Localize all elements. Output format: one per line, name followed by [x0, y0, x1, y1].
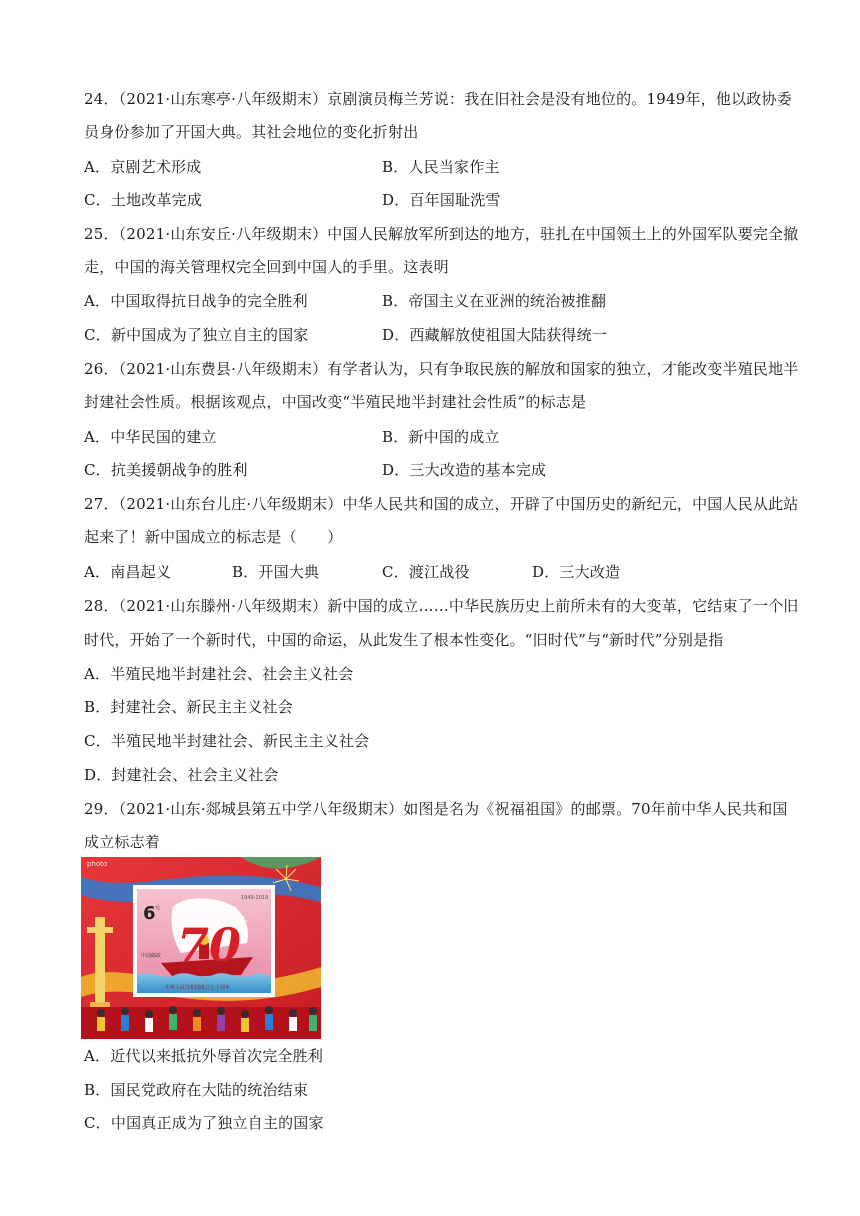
- question-24-option-a: A．京剧艺术形成: [84, 158, 202, 176]
- photo-corner-label: photo: [87, 860, 108, 868]
- question-28-option-d: D．封建社会、社会主义社会: [84, 766, 279, 784]
- stamp-image: [81, 857, 321, 1039]
- question-28-stem-line-2: 时代，开始了一个新时代，中国的命运，从此发生了根本性变化。“旧时代”与“新时代”分别是指: [84, 631, 724, 649]
- question-25-option-a: A．中国取得抗日战争的完全胜利: [84, 292, 308, 310]
- question-25-option-d: D．西藏解放使祖国大陆获得统一: [382, 326, 608, 344]
- question-24-stem-line-1: 24．（2021·山东寒亭·八年级期末）京剧演员梅兰芳说：我在旧社会是没有地位的。1949年，他以政协委: [84, 90, 792, 108]
- question-27-stem-line-2: 起来了！新中国成立的标志是（ ）: [84, 528, 343, 546]
- stamp-years: 1949-2019: [241, 895, 269, 901]
- question-28-stem-line-1: 28．（2021·山东滕州·八年级期末）新中国的成立……中华民族历史上前所未有的大变革，它结束了一个旧: [84, 597, 799, 615]
- question-26-stem-line-1: 26．（2021·山东费县·八年级期末）有学者认为，只有争取民族的解放和国家的独立，才能改变半殖民地半: [84, 360, 799, 378]
- question-27-option-a: A．南昌起义: [84, 563, 172, 581]
- question-28-option-a: A．半殖民地半封建社会、社会主义社会: [84, 665, 354, 683]
- dancers-crowd: [81, 1006, 321, 1039]
- question-26-stem-line-2: 封建社会性质。根据该观点，中国改变“半殖民地半封建社会性质”的标志是: [84, 393, 587, 411]
- question-25-stem-line-1: 25．（2021·山东安丘·八年级期末）中国人民解放军所到达的地方，驻扎在中国领土上的外国军队要完全撤: [84, 225, 799, 243]
- question-29-option-c: C．中国真正成为了独立自主的国家: [84, 1114, 324, 1132]
- question-26-option-a: A．中华民国的建立: [84, 428, 217, 446]
- question-29-option-b: B．国民党政府在大陆的统治结束: [84, 1081, 309, 1099]
- stamp-denomination-unit: 元: [155, 905, 161, 911]
- question-27-option-c: C．渡江战役: [382, 563, 470, 581]
- question-24-stem-line-2: 员身份参加了开国大典。其社会地位的变化折射出: [84, 123, 419, 141]
- question-24-option-d: D．百年国耻洗雪: [382, 191, 501, 209]
- question-25-option-b: B．帝国主义在亚洲的统治被推翻: [382, 292, 607, 310]
- question-27-option-d: D．三大改造: [532, 563, 621, 581]
- stamp-big-number: 70: [177, 918, 242, 972]
- question-26-option-b: B．新中国的成立: [382, 428, 500, 446]
- stamp-denomination: 6: [143, 903, 156, 924]
- question-28-option-b: B．封建社会、新民主主义社会: [84, 698, 293, 716]
- stamp-country: 中国邮政: [141, 953, 162, 959]
- question-26-option-c: C．抗美援朝战争的胜利: [84, 461, 248, 479]
- question-26-option-d: D．三大改造的基本完成: [382, 461, 547, 479]
- question-29-stem-line-2: 成立标志着: [84, 833, 161, 851]
- question-27-option-b: B．开国大典: [232, 563, 320, 581]
- question-27-stem-line-1: 27．（2021·山东台儿庄·八年级期末）中华人民共和国的成立，开辟了中国历史的新纪元，中国人民从此站: [84, 495, 799, 513]
- stamp-illustration: [81, 857, 321, 1039]
- stamp-caption: 中华人民共和国成立七十周年: [165, 985, 231, 991]
- question-25-stem-line-2: 走，中国的海关管理权完全回到中国人的手里。这表明: [84, 258, 449, 276]
- question-24-option-c: C．土地改革完成: [84, 191, 203, 209]
- question-25-option-c: C．新中国成为了独立自主的国家: [84, 326, 309, 344]
- question-28-option-c: C．半殖民地半封建社会、新民主主义社会: [84, 732, 370, 750]
- question-24-option-b: B．人民当家作主: [382, 158, 500, 176]
- question-29-option-a: A．近代以来抵抗外辱首次完全胜利: [84, 1047, 324, 1065]
- question-29-stem-line-1: 29．（2021·山东·郯城县第五中学八年级期末）如图是名为《祝福祖国》的邮票。70年前中华人民共和国: [84, 800, 788, 818]
